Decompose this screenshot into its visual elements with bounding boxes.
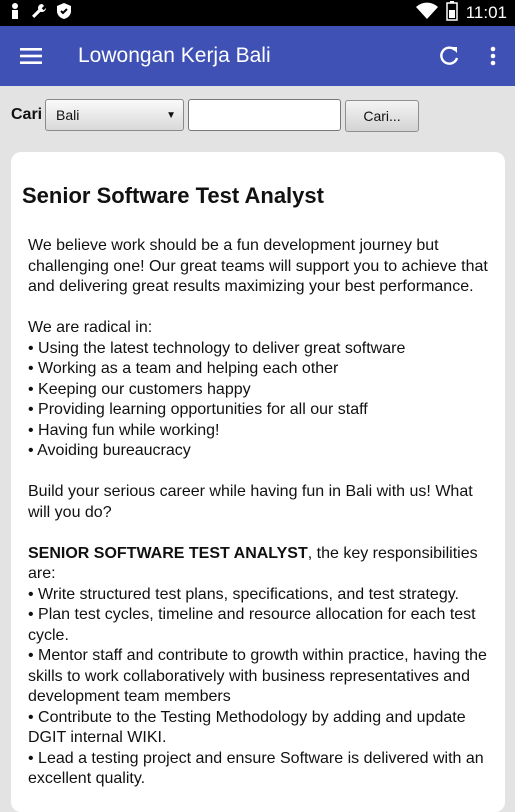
status-time: 11:01 xyxy=(465,3,507,22)
list-item: • Using the latest technology to deliver great software xyxy=(28,339,406,357)
list-item: • Avoiding bureaucracy xyxy=(28,442,191,459)
list-item: • Plan test cycles, timeline and resource allocation for each test cycle. xyxy=(28,606,476,644)
list-item: • Providing learning opportunities for all our staff xyxy=(28,401,368,418)
overflow-menu-icon[interactable] xyxy=(471,26,515,86)
job-description xyxy=(28,236,493,790)
hamburger-menu-icon[interactable] xyxy=(0,26,62,86)
person-icon xyxy=(8,2,22,24)
list-item: • Working as a team and helping each other xyxy=(28,360,339,377)
wifi-icon xyxy=(416,2,438,24)
radical-section xyxy=(28,318,493,462)
job-intro: We believe work should be a fun development journey but challenging one! Our great teams will support you to achieve that and delivering great results maximizing your best performance. xyxy=(28,237,488,295)
list-item: • Write structured test plans, specifications, and test strategy. xyxy=(28,585,459,603)
search-input[interactable] xyxy=(188,99,341,131)
app-bar xyxy=(0,26,515,86)
status-left-icons xyxy=(8,2,72,24)
app-title: Lowongan Kerja Bali xyxy=(78,44,271,67)
dropdown-arrow-icon: ▼ xyxy=(166,109,176,121)
responsibilities-heading xyxy=(28,544,493,585)
list-item: • Having fun while working! xyxy=(28,421,220,439)
status-bar xyxy=(0,0,515,26)
location-select-value: Bali xyxy=(56,107,80,123)
shield-icon xyxy=(56,2,72,24)
list-item: • Mentor staff and contribute to growth within practice, having the skills to work collaboratively with business representatives and development team members xyxy=(28,647,487,705)
responsibilities-intro: , the key responsibilities are: xyxy=(28,544,478,582)
refresh-icon[interactable] xyxy=(427,26,471,86)
wrench-icon xyxy=(30,2,48,24)
search-button[interactable]: Cari... xyxy=(345,100,419,132)
responsibilities-section xyxy=(28,544,493,790)
list-item: • Contribute to the Testing Methodology by adding and update DGIT internal WIKI. xyxy=(28,708,466,746)
job-title: Senior Software Test Analyst xyxy=(22,183,324,208)
radical-heading: We are radical in: xyxy=(28,319,153,336)
responsibilities-role: SENIOR SOFTWARE TEST ANALYST xyxy=(28,544,308,562)
location-select[interactable] xyxy=(45,99,184,131)
job-card xyxy=(11,152,505,812)
list-item: • Lead a testing project and ensure Software is delivered with an excellent quality. xyxy=(28,749,484,787)
search-label: Cari xyxy=(11,106,43,123)
battery-icon xyxy=(446,1,458,25)
status-right-icons xyxy=(416,1,507,25)
career-line: Build your serious career while having fun in Bali with us! What will you do? xyxy=(28,483,473,521)
list-item: • Keeping our customers happy xyxy=(28,380,251,398)
